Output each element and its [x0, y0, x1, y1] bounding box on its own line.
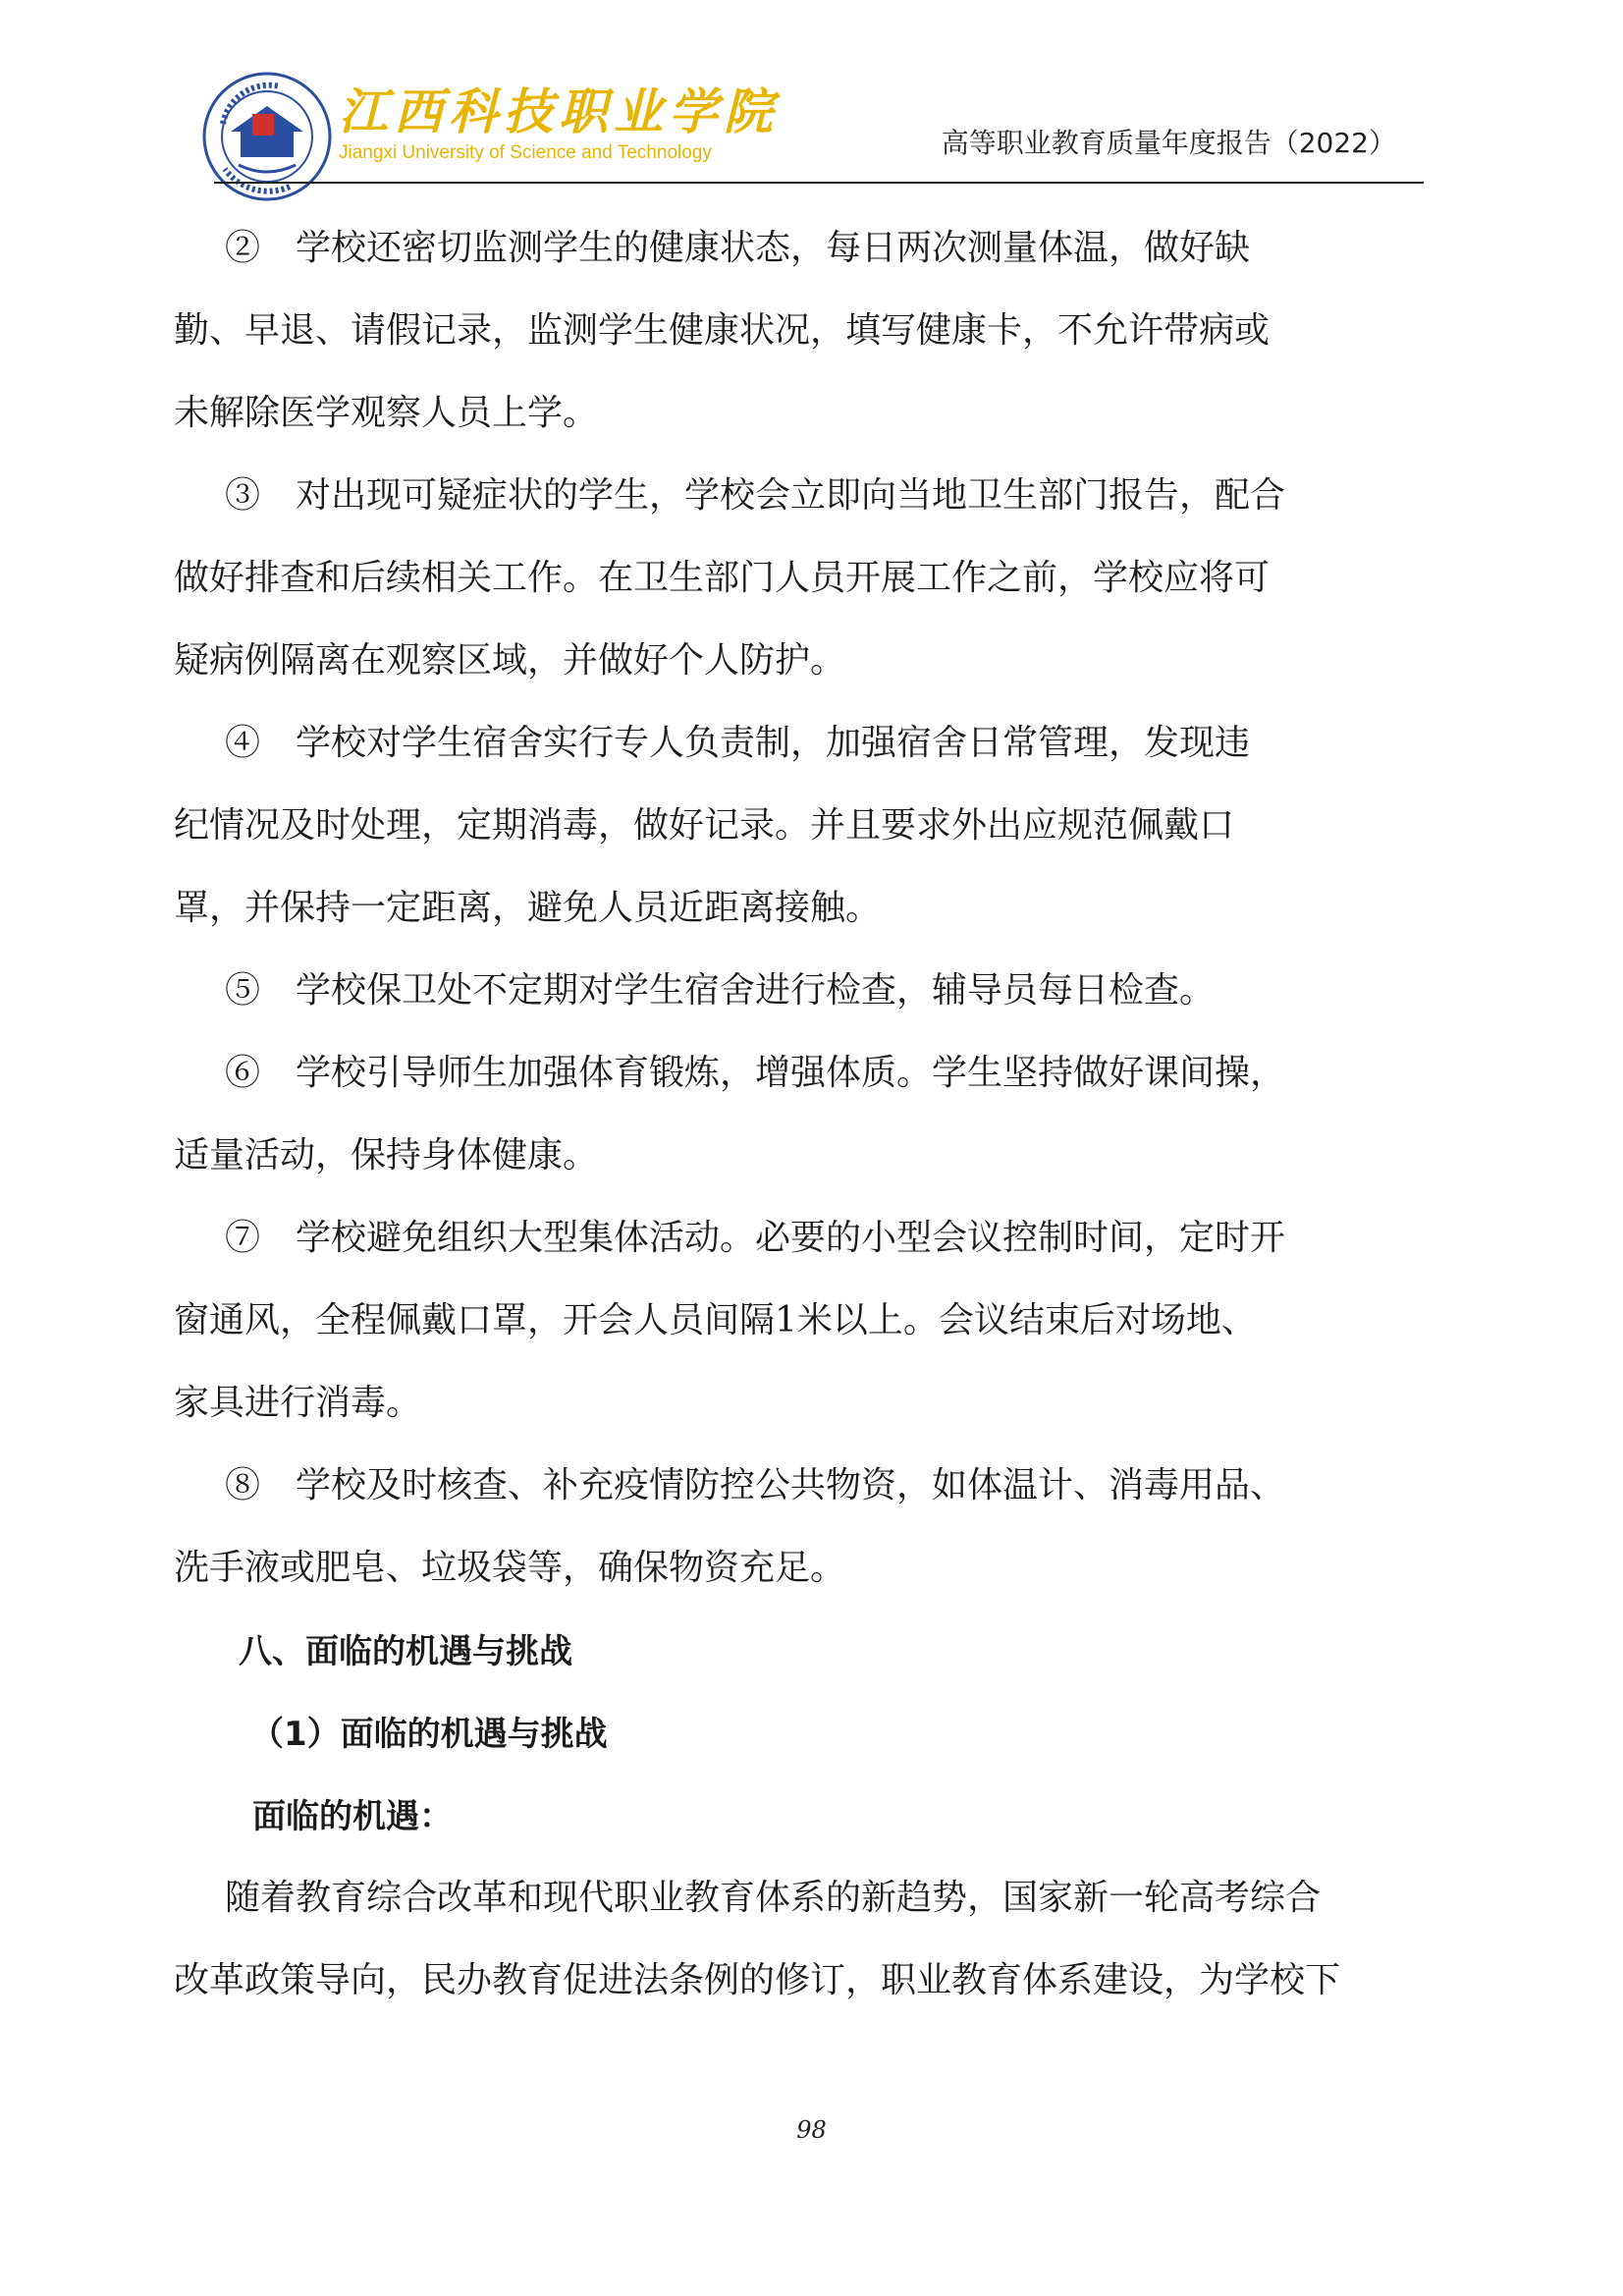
page-number: 98 — [796, 2116, 827, 2144]
paragraph-line: 做好排查和后续相关工作。在卫生部门人员开展工作之前，学校应将可 — [174, 558, 1271, 598]
paragraph-line: 疑病例隔离在观察区域，并做好个人防护。 — [174, 640, 846, 681]
opportunity-heading: 面临的机遇： — [252, 1797, 453, 1836]
paragraph-line: 改革政策导向，民办教育促进法条例的修订，职业教育体系建设，为学校下 — [174, 1960, 1341, 2000]
paragraph-line: ⑤ 学校保卫处不定期对学生宿舍进行检查，辅导员每日检查。 — [225, 970, 1216, 1011]
page-content — [174, 208, 1480, 2023]
page-header — [201, 61, 1424, 187]
paragraph-line: 家具进行消毒。 — [174, 1383, 422, 1423]
paragraph-line: 适量活动，保持身体健康。 — [174, 1135, 599, 1175]
paragraph-line: 洗手液或肥皂、垃圾袋等，确保物资充足。 — [174, 1548, 846, 1588]
paragraph-line: ⑦ 学校避免组织大型集体活动。必要的小型会议控制时间，定时开 — [225, 1218, 1286, 1258]
header-divider — [214, 182, 1424, 184]
paragraph-line: ⑧ 学校及时核查、补充疫情防控公共物资，如体温计、消毒用品、 — [225, 1465, 1286, 1505]
paragraph-line: 纪情况及时处理，定期消毒，做好记录。并且要求外出应规范佩戴口 — [174, 805, 1235, 846]
paragraph-line: 勤、早退、请假记录，监测学生健康状况，填写健康卡，不允许带病或 — [174, 310, 1271, 351]
paragraph-line: 随着教育综合改革和现代职业教育体系的新趋势，国家新一轮高考综合 — [225, 1878, 1322, 1918]
report-title: 高等职业教育质量年度报告（2022） — [941, 127, 1396, 159]
paragraph-line: ④ 学校对学生宿舍实行专人负责制，加强宿舍日常管理，发现违 — [225, 723, 1251, 763]
paragraph-line: ⑥ 学校引导师生加强体育锻炼，增强体质。学生坚持做好课间操， — [225, 1053, 1286, 1093]
paragraph-line: ② 学校还密切监测学生的健康状态，每日两次测量体温，做好缺 — [225, 228, 1251, 268]
section-heading: 八、面临的机遇与挑战 — [239, 1632, 572, 1671]
logo-chinese-name: 江西科技职业学院 — [339, 82, 779, 140]
paragraph-line: 未解除医学观察人员上学。 — [174, 393, 599, 433]
paragraph-line: 窗通风，全程佩戴口罩，开会人员间隔1米以上。会议结束后对场地、 — [174, 1300, 1257, 1340]
paragraph-line: ③ 对出现可疑症状的学生，学校会立即向当地卫生部门报告，配合 — [225, 475, 1286, 516]
university-logo — [339, 84, 779, 165]
subsection-heading: （1）面临的机遇与挑战 — [250, 1715, 608, 1754]
logo-english-name: Jiangxi University of Science and Technology — [339, 142, 712, 163]
paragraph-line: 罩，并保持一定距离，避免人员近距离接触。 — [174, 888, 882, 928]
